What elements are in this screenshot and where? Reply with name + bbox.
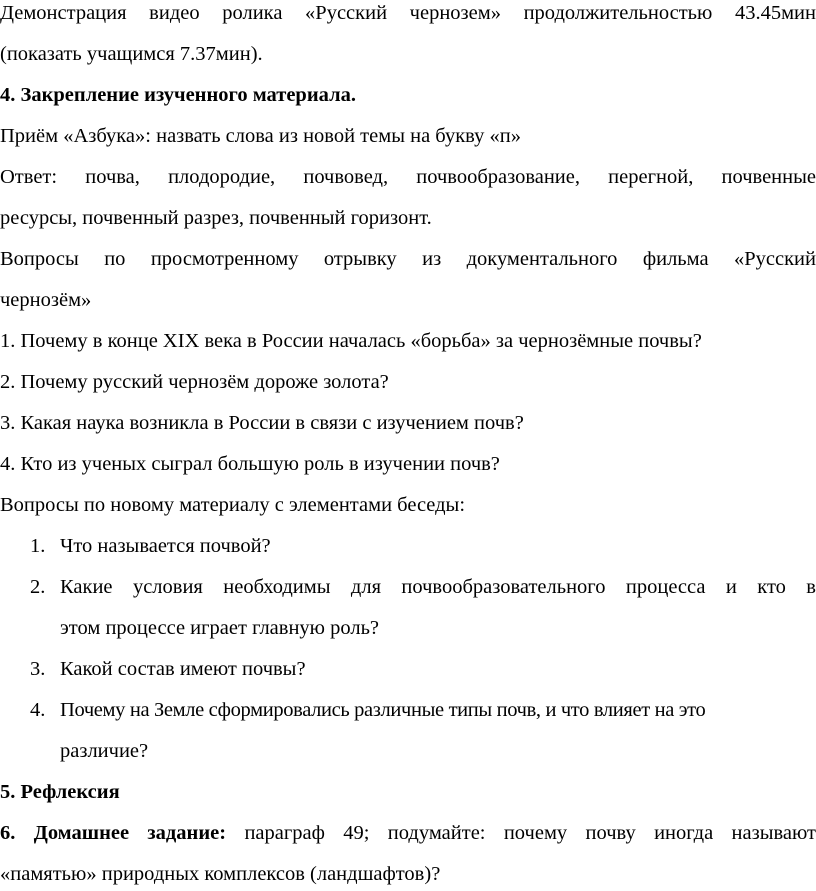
film-question: 2. Почему русский чернозём дороже золота? — [0, 371, 389, 393]
homework-line-2: «памятью» природных комплексов (ландшафтов)? — [0, 863, 441, 885]
film-questions-intro-line-2: чернозём» — [0, 289, 92, 311]
list-item: Почему на Земле сформировались различные типы почв, и что влияет на это — [60, 699, 706, 721]
list-item-number: 1. — [30, 535, 46, 557]
answer-line-2: ресурсы, почвенный разрез, почвенный горизонт. — [0, 207, 432, 229]
intro-line-2: (показать учащимся 7.37мин). — [0, 43, 263, 65]
list-item-continuation: этом процессе играет главную роль? — [60, 617, 380, 639]
film-question: 4. Кто из ученых сыграл большую роль в изучении почв? — [0, 453, 500, 475]
film-question: 1. Почему в конце XIX века в России началась «борьба» за чернозёмные почвы? — [0, 330, 702, 352]
homework-text: параграф 49; подумайте: почему почву иногда называют — [226, 822, 816, 844]
list-item: Какой состав имеют почвы? — [60, 658, 306, 680]
film-questions-intro-line-1: Вопросы по просмотренному отрывку из документального фильма «Русский — [0, 248, 816, 270]
intro-line-1: Демонстрация видео ролика «Русский чернозем» продолжительностью 43.45мин — [0, 2, 816, 24]
list-item: Что называется почвой? — [60, 535, 271, 557]
section-5-heading: 5. Рефлексия — [0, 781, 120, 803]
new-material-intro: Вопросы по новому материалу с элементами беседы: — [0, 494, 466, 516]
technique-text: Приём «Азбука»: назвать слова из новой темы на букву «п» — [0, 125, 521, 147]
list-item-number: 2. — [30, 576, 46, 598]
homework-line-1 — [0, 821, 816, 845]
film-question: 3. Какая наука возникла в России в связи с изучением почв? — [0, 412, 524, 434]
list-item-number: 4. — [30, 699, 46, 721]
section-4-heading: 4. Закрепление изученного материала. — [0, 84, 356, 106]
list-item: Какие условия необходимы для почвообразовательного процесса и кто в — [60, 576, 816, 598]
list-item-number: 3. — [30, 658, 46, 680]
section-6-heading: 6. Домашнее задание: — [0, 822, 227, 844]
answer-line-1: Ответ: почва, плодородие, почвовед, почвообразование, перегной, почвенные — [0, 166, 816, 188]
list-item-continuation: различие? — [60, 740, 149, 762]
